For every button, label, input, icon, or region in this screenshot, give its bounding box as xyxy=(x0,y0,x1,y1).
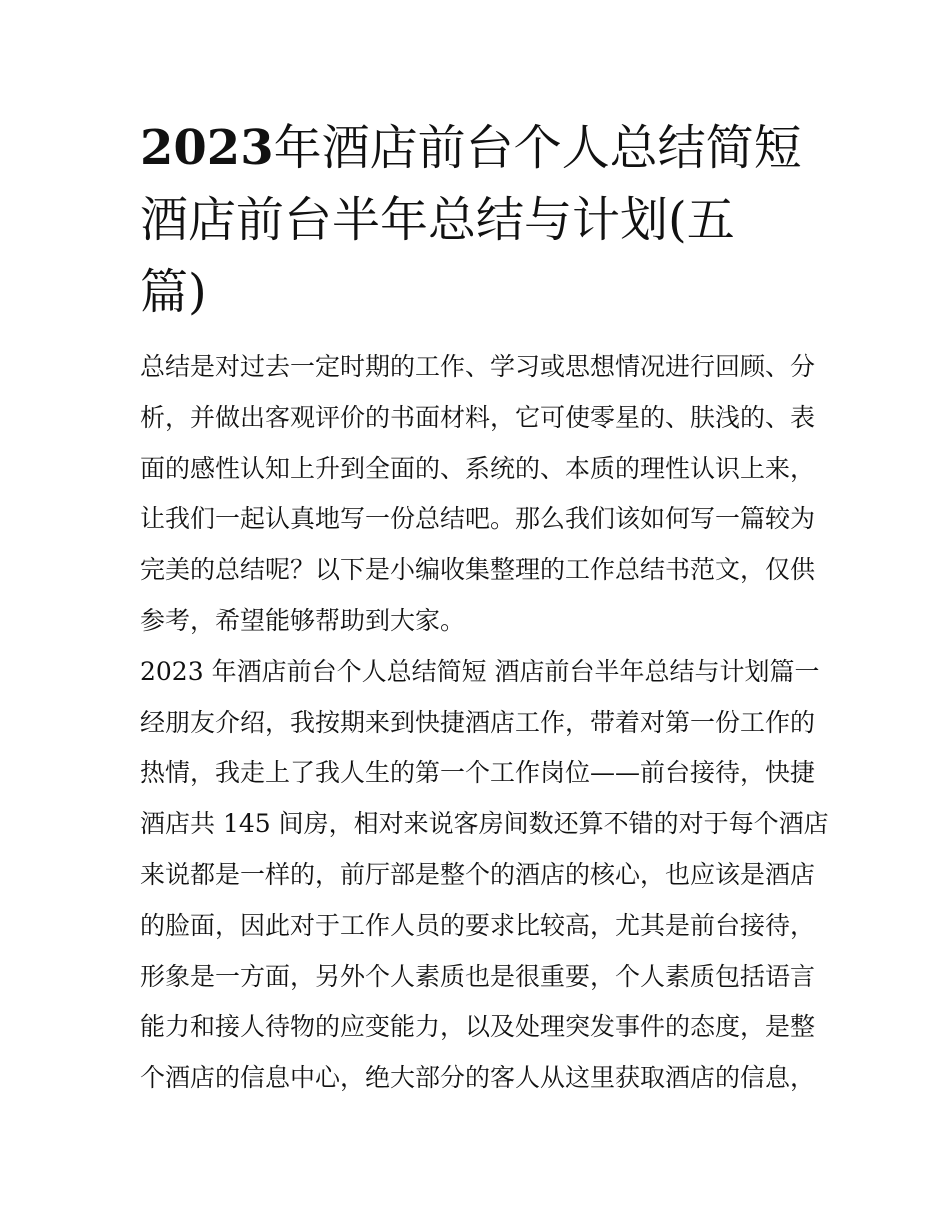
document-page xyxy=(140,112,829,1104)
intro-paragraph xyxy=(140,342,816,647)
intro-line: 让我们一起认真地写一份总结吧。那么我们该如何写一篇较为 xyxy=(140,504,816,534)
intro-line: 析，并做出客观评价的书面材料，它可使零星的、肤浅的、表 xyxy=(140,402,816,432)
section-heading: 2023 年酒店前台个人总结简短 酒店前台半年总结与计划篇一 xyxy=(140,656,820,686)
section-line: 酒店共 145 间房，相对来说客房间数还算不错的对于每个酒店 xyxy=(140,809,829,839)
title-line-1 xyxy=(140,112,812,184)
intro-line: 面的感性认知上升到全面的、系统的、本质的理性认识上来， xyxy=(140,453,816,483)
section-line: 的脸面，因此对于工作人员的要求比较高，尤其是前台接待， xyxy=(140,910,816,940)
document-body xyxy=(140,342,829,1104)
intro-line: 完美的总结呢？以下是小编收集整理的工作总结书范文，仅供 xyxy=(140,555,816,585)
section-line: 来说都是一样的，前厅部是整个的酒店的核心，也应该是酒店 xyxy=(140,859,816,889)
title-line-1-text: 年酒店前台个人总结简短 xyxy=(273,120,802,176)
section-line: 经朋友介绍，我按期来到快捷酒店工作，带着对第一份工作的 xyxy=(140,707,816,737)
section-line: 个酒店的信息中心，绝大部分的客人从这里获取酒店的信息， xyxy=(140,1063,816,1093)
intro-line: 总结是对过去一定时期的工作、学习或思想情况进行回顾、分 xyxy=(140,352,816,381)
section-line: 能力和接人待物的应变能力，以及处理突发事件的态度，是整 xyxy=(140,1012,816,1042)
title-year: 2023 xyxy=(140,120,274,176)
section-paragraph xyxy=(140,698,829,1104)
title-line-3: 篇) xyxy=(140,264,207,320)
document-title xyxy=(140,112,812,328)
section-line: 形象是一方面，另外个人素质也是很重要，个人素质包括语言 xyxy=(140,961,816,991)
section-line: 热情，我走上了我人生的第一个工作岗位——前台接待，快捷 xyxy=(140,758,816,788)
title-line-2: 酒店前台半年总结与计划(五 xyxy=(140,192,735,248)
intro-line: 参考，希望能够帮助到大家。 xyxy=(140,605,466,635)
